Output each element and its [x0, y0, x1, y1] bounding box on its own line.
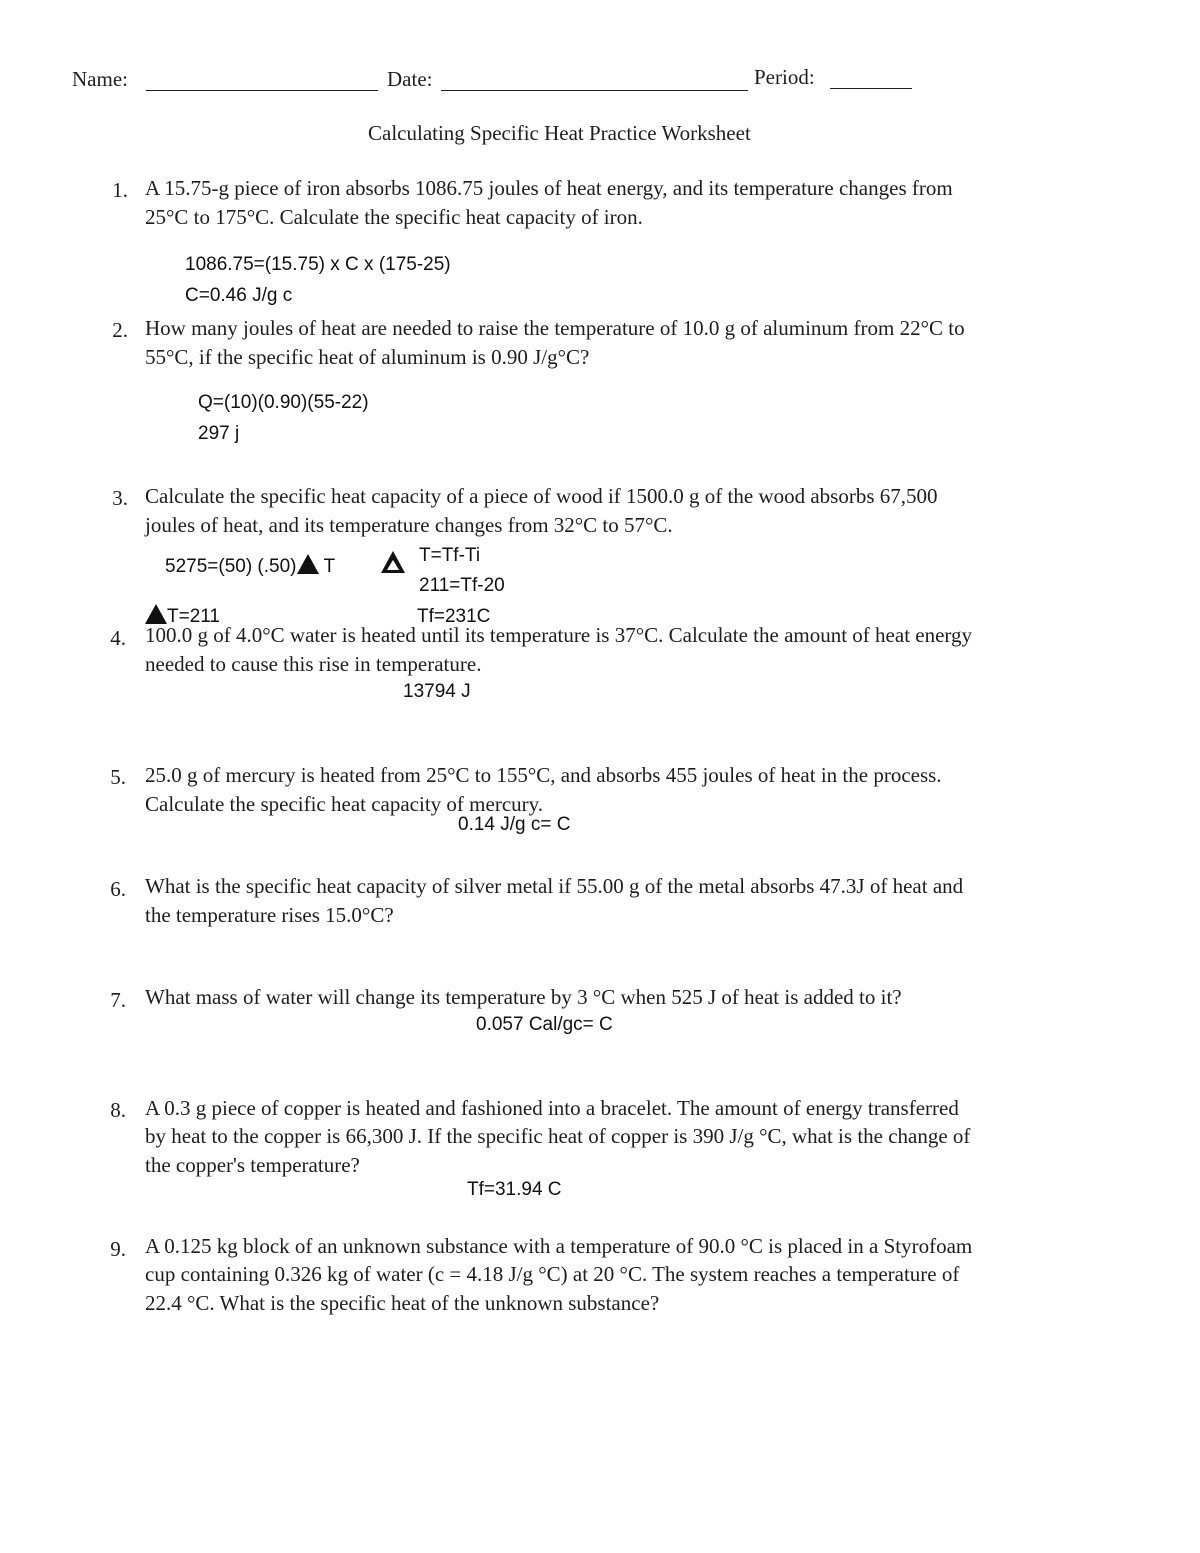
- answer-1-line-1: 1086.75=(15.75) x C x (175-25): [185, 254, 451, 275]
- question-3-line-1: Calculate the specific heat capacity of a piece of wood if 1500.0 g of the wood absorbs 67,500: [145, 484, 938, 508]
- question-4-line-2: needed to cause this rise in temperature.: [145, 652, 482, 676]
- question-5-line-1: 25.0 g of mercury is heated from 25°C to 155°C, and absorbs 455 joules of heat in the process.: [145, 763, 942, 787]
- delta-outline-icon: [381, 551, 405, 576]
- question-6-line-1: What is the specific heat capacity of silver metal if 55.00 g of the metal absorbs 47.3J of heat and: [145, 874, 964, 898]
- period-blank[interactable]: [830, 88, 912, 89]
- question-2-line-2: 55°C, if the specific heat of aluminum is 0.90 J/g°C?: [145, 345, 590, 369]
- question-6-line-2: the temperature rises 15.0°C?: [145, 903, 394, 927]
- question-3-line-2: joules of heat, and its temperature changes from 32°C to 57°C.: [145, 513, 673, 537]
- period-label: Period:: [754, 65, 815, 89]
- question-number: 5.: [110, 765, 126, 789]
- question-number: 7.: [110, 988, 126, 1012]
- name-blank[interactable]: [146, 90, 378, 91]
- answer-3-eq-2: T=Tf-Ti: [419, 545, 481, 566]
- answer-8: Tf=31.94 C: [467, 1179, 562, 1200]
- page-title: Calculating Specific Heat Practice Worksheet: [368, 121, 751, 145]
- question-9-line-1: A 0.125 kg block of an unknown substance with a temperature of 90.0 °C is placed in a Styrofoam: [145, 1234, 973, 1258]
- question-2-line-1: How many joules of heat are needed to raise the temperature of 10.0 g of aluminum from 22°C to: [145, 316, 965, 340]
- question-9-line-2: cup containing 0.326 kg of water (c = 4.18 J/g °C) at 20 °C. The system reaches a temperature of: [145, 1262, 960, 1286]
- question-number: 9.: [110, 1237, 126, 1261]
- name-label: Name:: [72, 67, 128, 91]
- date-label: Date:: [387, 67, 433, 91]
- question-5-line-2: Calculate the specific heat capacity of mercury.: [145, 792, 544, 816]
- answer-2-line-1: Q=(10)(0.90)(55-22): [198, 392, 369, 413]
- answer-7: 0.057 Cal/gc= C: [476, 1014, 613, 1035]
- question-number: 6.: [110, 877, 126, 901]
- question-number: 4.: [110, 626, 126, 650]
- date-blank[interactable]: [441, 90, 748, 91]
- delta-icon: [145, 604, 167, 624]
- question-1-line-2: 25°C to 175°C. Calculate the specific heat capacity of iron.: [145, 205, 643, 229]
- answer-3-eq-3: 211=Tf-20: [419, 575, 505, 596]
- delta-icon: [297, 554, 319, 574]
- question-number: 3.: [112, 486, 128, 510]
- question-number: 2.: [112, 318, 128, 342]
- question-number: 1.: [112, 178, 128, 202]
- question-1-line-1: A 15.75-g piece of iron absorbs 1086.75 joules of heat energy, and its temperature changes from: [145, 176, 953, 200]
- question-4-line-1: 100.0 g of 4.0°C water is heated until its temperature is 37°C. Calculate the amount of heat energy: [145, 623, 973, 647]
- answer-3-eq-1-left: 5275=(50) (.50): [165, 556, 297, 577]
- answer-3-eq-4-text: T=211: [167, 606, 220, 627]
- answer-3-eq-1-right: T: [323, 556, 336, 577]
- question-8-line-2: by heat to the copper is 66,300 J. If the specific heat of copper is 390 J/g °C, what is the change of: [145, 1124, 971, 1148]
- answer-5: 0.14 J/g c= C: [458, 814, 571, 835]
- answer-4: 13794 J: [403, 681, 471, 702]
- answer-3-eq-1: [165, 554, 335, 578]
- question-number: 8.: [110, 1098, 126, 1122]
- question-7-line-1: What mass of water will change its temperature by 3 °C when 525 J of heat is added to it?: [145, 985, 902, 1009]
- question-8-line-3: the copper's temperature?: [145, 1153, 360, 1177]
- question-8-line-1: A 0.3 g piece of copper is heated and fashioned into a bracelet. The amount of energy transferred: [145, 1096, 959, 1120]
- question-9-line-3: 22.4 °C. What is the specific heat of the unknown substance?: [145, 1291, 660, 1315]
- answer-1-line-2: C=0.46 J/g c: [185, 285, 293, 306]
- answer-2-line-2: 297 j: [198, 423, 240, 444]
- answer-3-eq-5: Tf=231C: [417, 606, 491, 627]
